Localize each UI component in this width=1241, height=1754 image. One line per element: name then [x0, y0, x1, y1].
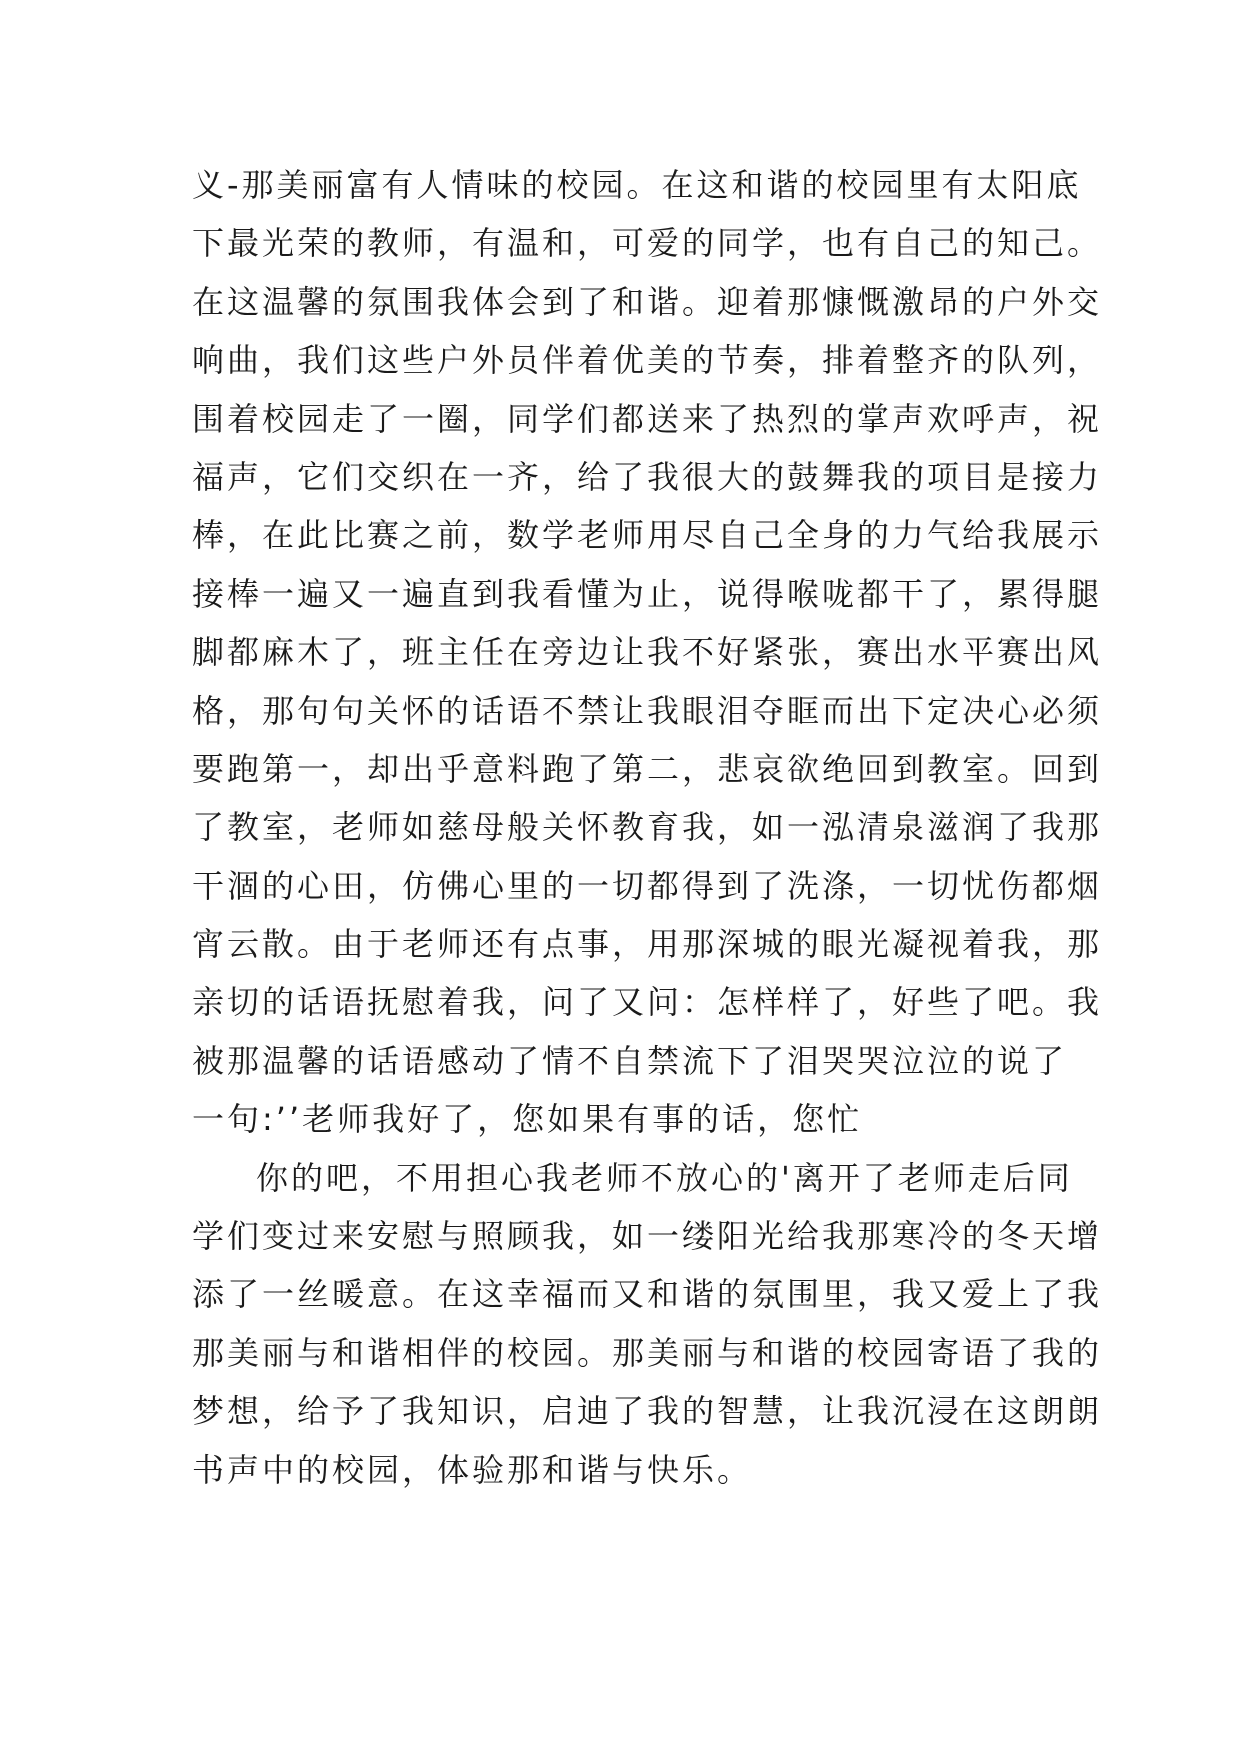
text-line: 干涸的心田，仿佛心里的一切都得到了洗涤，一切忧伤都烟 — [192, 866, 1103, 905]
text-line: 要跑第一，却出乎意料跑了第二，悲哀欲绝回到教室。回到 — [192, 749, 1103, 788]
text-line: 脚都麻木了，班主任在旁边让我不好紧张，赛出水平赛出风 — [192, 633, 1103, 672]
text-line: 宵云散。由于老师还有点事，用那深城的眼光凝视着我，那 — [192, 925, 1103, 964]
text-line: 书声中的校园，体验那和谐与快乐。 — [192, 1450, 753, 1489]
text-line: 学们变过来安慰与照顾我，如一缕阳光给我那寒冷的冬天增 — [192, 1217, 1103, 1256]
text-line: 被那温馨的话语感动了情不自禁流下了泪哭哭泣泣的说了 — [192, 1041, 1068, 1080]
text-line: 格，那句句关怀的话语不禁让我眼泪夺眶而出下定决心必须 — [192, 691, 1103, 730]
text-line: 一句:’’老师我好了，您如果有事的话，您忙 — [192, 1100, 863, 1139]
text-line: 福声，它们交织在一齐，给了我很大的鼓舞我的项目是接力 — [192, 457, 1103, 496]
text-line: 围着校园走了一圈，同学们都送来了热烈的掌声欢呼声，祝 — [192, 399, 1103, 438]
text-line: 亲切的话语抚慰着我，问了又问：怎样样了，好些了吧。我 — [192, 983, 1103, 1022]
text-line: 下最光荣的教师，有温和，可爱的同学，也有自己的知己。 — [192, 224, 1103, 263]
text-line: 义-那美丽富有人情味的校园。在这和谐的校园里有太阳底 — [192, 166, 1082, 204]
text-line: 你的吧，不用担心我老师不放心的'离开了老师走后同 — [256, 1158, 1073, 1197]
text-line: 那美丽与和谐相伴的校园。那美丽与和谐的校园寄语了我的 — [192, 1333, 1103, 1372]
paragraph-2 — [192, 1149, 1103, 1499]
body-text — [192, 156, 1103, 1499]
text-line: 了教室，老师如慈母般关怀教育我，如一泓清泉滋润了我那 — [192, 808, 1103, 847]
text-line: 棒，在此比赛之前，数学老师用尽自己全身的力气给我展示 — [192, 516, 1103, 555]
text-line: 梦想，给予了我知识，启迪了我的智慧，让我沉浸在这朗朗 — [192, 1392, 1103, 1431]
text-line: 响曲，我们这些户外员伴着优美的节奏，排着整齐的队列， — [192, 341, 1103, 380]
text-line: 添了一丝暖意。在这幸福而又和谐的氛围里，我又爱上了我 — [192, 1275, 1103, 1314]
text-line: 在这温馨的氛围我体会到了和谐。迎着那慷慨激昂的户外交 — [192, 282, 1103, 321]
paragraph-1 — [192, 156, 1103, 1149]
text-line: 接棒一遍又一遍直到我看懂为止，说得喉咙都干了，累得腿 — [192, 574, 1103, 613]
